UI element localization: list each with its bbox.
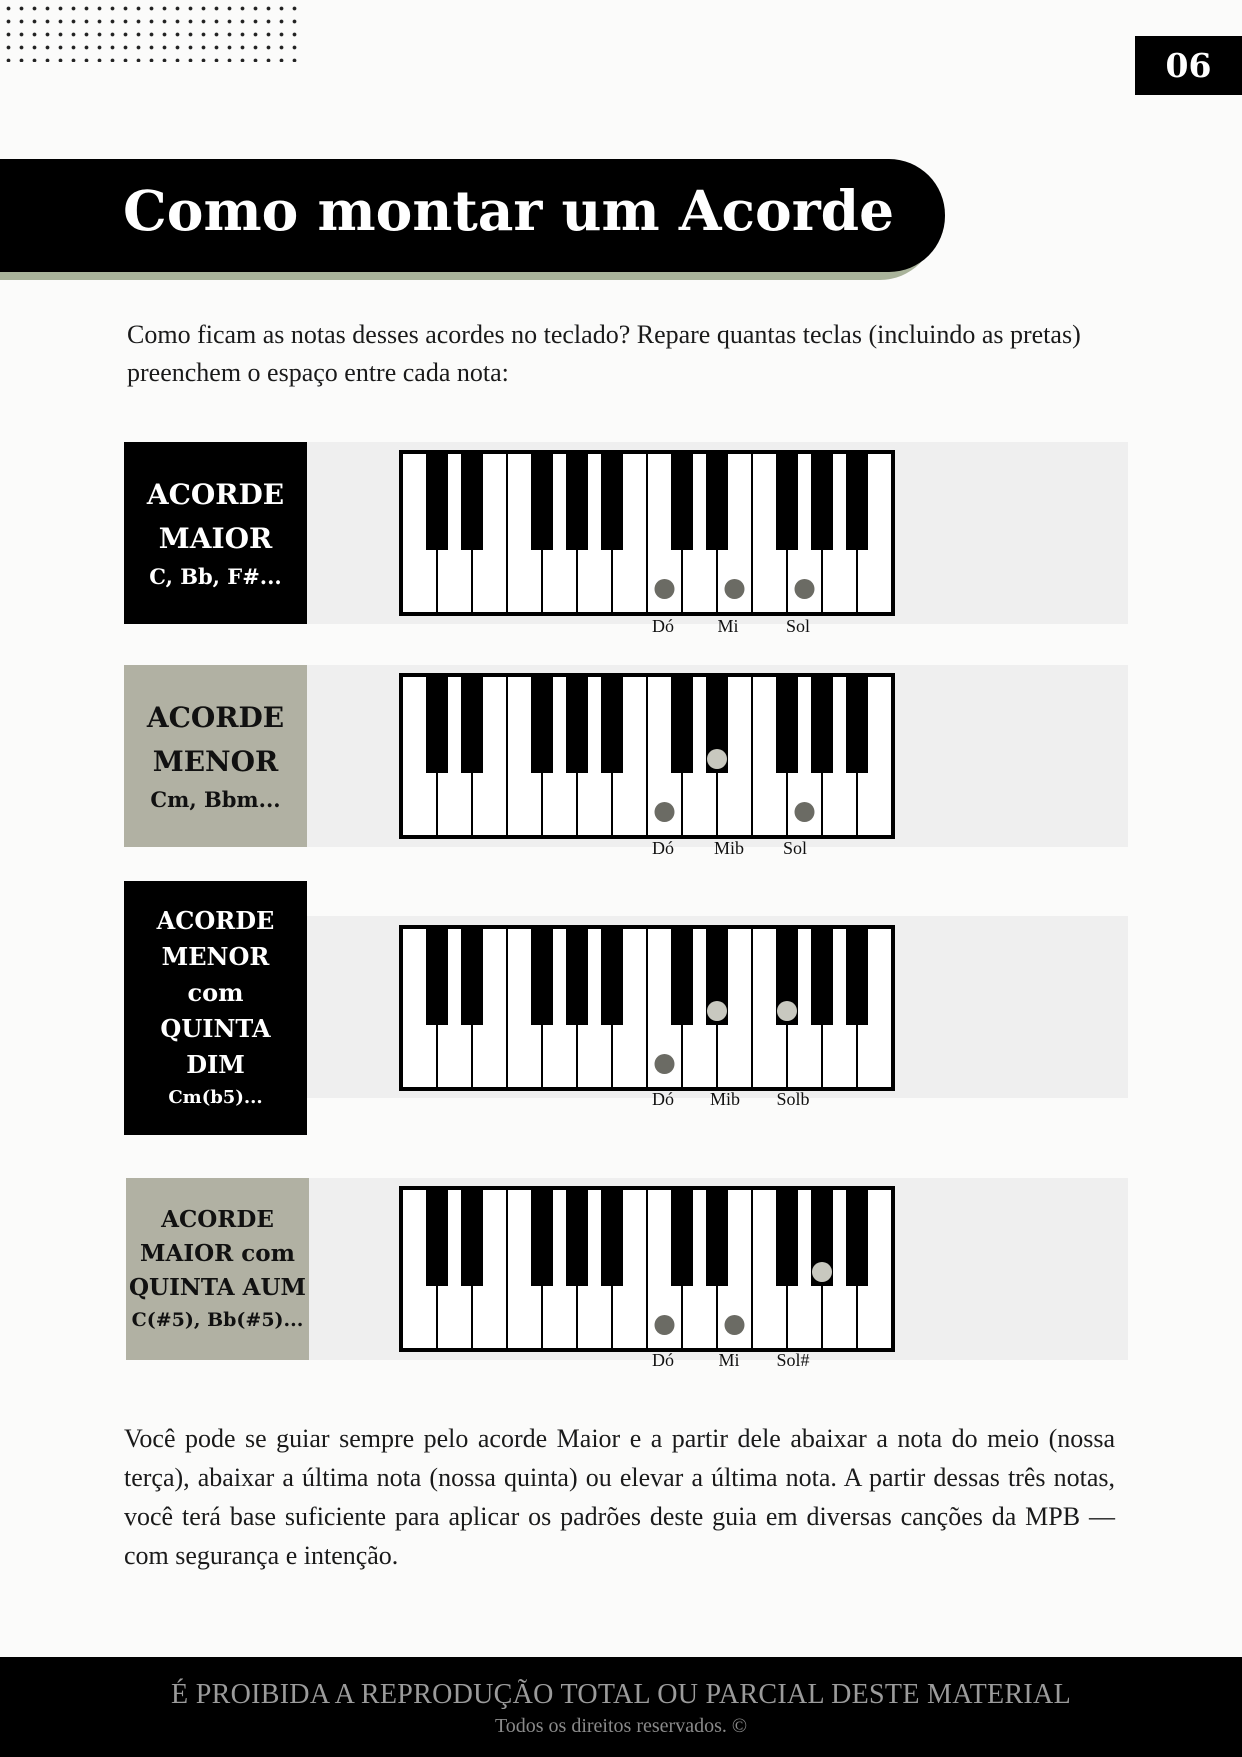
- black-key: [531, 928, 553, 1025]
- black-key: [566, 453, 588, 550]
- chord-examples: Cm, Bbm...: [150, 787, 281, 812]
- black-key: [601, 928, 623, 1025]
- note-labels-major-aug5: [399, 1350, 895, 1374]
- note-labels-minor-dim5: [399, 1089, 895, 1113]
- piano-keyboard-major-aug5: [399, 1186, 895, 1352]
- black-key: [671, 928, 693, 1025]
- note-marker: [655, 1315, 675, 1335]
- black-key: [601, 453, 623, 550]
- black-key: [846, 1189, 868, 1286]
- black-key: [601, 1189, 623, 1286]
- chord-title-line: MAIOR: [158, 522, 273, 555]
- note-labels-major: [399, 616, 895, 640]
- keyboard-svg: [402, 453, 892, 613]
- chord-title-line: MENOR: [161, 942, 270, 971]
- chord-title-line: DIM: [186, 1050, 245, 1079]
- keyboard-svg: [402, 928, 892, 1088]
- note-label: Mib: [713, 838, 745, 858]
- black-key: [426, 928, 448, 1025]
- black-key: [706, 453, 728, 550]
- outro-paragraph: Você pode se guiar sempre pelo acorde Maior e a partir dele abaixar a nota do meio (nossa terça), abaixar a última nota (nossa quinta) ou elevar a última nota. A partir dessas três notas, você terá base suficiente para aplicar os padrões deste guia em diversas canções da MPB — com segurança e intenção.: [124, 1424, 1115, 1570]
- note-marker: [725, 1315, 745, 1335]
- chord-label-major: [124, 442, 307, 624]
- black-key: [671, 1189, 693, 1286]
- black-key: [426, 453, 448, 550]
- note-marker: [777, 1001, 797, 1021]
- black-key: [776, 453, 798, 550]
- chord-examples: C(#5), Bb(#5)...: [131, 1309, 304, 1331]
- keyboard-svg: [402, 676, 892, 836]
- black-key: [671, 676, 693, 773]
- note-label: Dó: [652, 616, 674, 636]
- note-labels-minor: [399, 838, 895, 862]
- page-number: 06: [1135, 36, 1242, 95]
- chord-title-line: QUINTA AUM: [129, 1274, 306, 1301]
- black-key: [426, 1189, 448, 1286]
- chord-title-line: ACORDE: [156, 906, 275, 935]
- chord-title-line: ACORDE: [161, 1206, 274, 1233]
- piano-keyboard-minor-dim5: [399, 925, 895, 1091]
- chord-title-line: ACORDE: [146, 701, 285, 734]
- black-key: [811, 928, 833, 1025]
- black-key: [776, 1189, 798, 1286]
- chord-title-line: MENOR: [152, 745, 279, 778]
- black-key: [811, 676, 833, 773]
- page-title: [123, 176, 894, 246]
- black-key: [601, 676, 623, 773]
- note-marker: [795, 579, 815, 599]
- note-label: Dó: [652, 838, 674, 858]
- chord-title-line: ACORDE: [146, 478, 285, 511]
- intro-paragraph: Como ficam as notas desses acordes no teclado? Repare quantas teclas (incluindo as pretas) preenchem o espaço entre cada nota:: [127, 320, 1081, 387]
- black-key: [566, 676, 588, 773]
- black-key: [531, 676, 553, 773]
- footer-rights-reserved: Todos os direitos reservados. ©: [494, 1715, 748, 1737]
- note-marker: [725, 579, 745, 599]
- note-marker: [812, 1262, 832, 1282]
- note-label: Mi: [718, 1350, 740, 1370]
- note-marker: [655, 1054, 675, 1074]
- note-marker: [655, 579, 675, 599]
- chord-label-major-aug5: [126, 1178, 309, 1360]
- note-label: Sol#: [776, 1350, 810, 1370]
- title-bold: Acorde: [678, 178, 895, 243]
- black-key: [531, 1189, 553, 1286]
- chord-label-minor: [124, 665, 307, 847]
- black-key: [426, 676, 448, 773]
- black-key: [461, 928, 483, 1025]
- footer-copyright-warning: É PROIBIDA A REPRODUÇÃO TOTAL OU PARCIAL DESTE MATERIAL: [171, 1679, 1071, 1710]
- black-key: [846, 928, 868, 1025]
- note-marker: [707, 1001, 727, 1021]
- chord-examples: C, Bb, F#...: [149, 564, 282, 589]
- note-marker: [795, 802, 815, 822]
- note-marker: [707, 749, 727, 769]
- chord-title-line: com: [187, 978, 244, 1007]
- note-label: Solb: [776, 1089, 810, 1109]
- note-label: Mib: [709, 1089, 741, 1109]
- piano-keyboard-major: [399, 450, 895, 616]
- black-key: [566, 928, 588, 1025]
- black-key: [671, 453, 693, 550]
- note-label: Mi: [717, 616, 739, 636]
- black-key: [531, 453, 553, 550]
- title-regular: Como montar um: [123, 178, 679, 243]
- footer: [0, 1657, 1242, 1757]
- note-marker: [655, 802, 675, 822]
- note-label: Sol: [785, 616, 811, 636]
- piano-keyboard-minor: [399, 673, 895, 839]
- black-key: [706, 1189, 728, 1286]
- black-key: [461, 676, 483, 773]
- black-key: [776, 676, 798, 773]
- black-key: [566, 1189, 588, 1286]
- keyboard-svg: [402, 1189, 892, 1349]
- chord-title-line: MAIOR com: [140, 1240, 295, 1267]
- decorative-dot-pattern: [0, 0, 300, 62]
- chord-examples: Cm(b5)...: [168, 1087, 263, 1108]
- chord-title-line: QUINTA: [160, 1014, 271, 1043]
- note-label: Dó: [652, 1089, 674, 1109]
- note-label: Sol: [782, 838, 808, 858]
- chord-label-minor-dim5: [124, 881, 307, 1135]
- black-key: [461, 1189, 483, 1286]
- black-key: [811, 453, 833, 550]
- note-label: Dó: [652, 1350, 674, 1370]
- black-key: [846, 453, 868, 550]
- black-key: [846, 676, 868, 773]
- black-key: [461, 453, 483, 550]
